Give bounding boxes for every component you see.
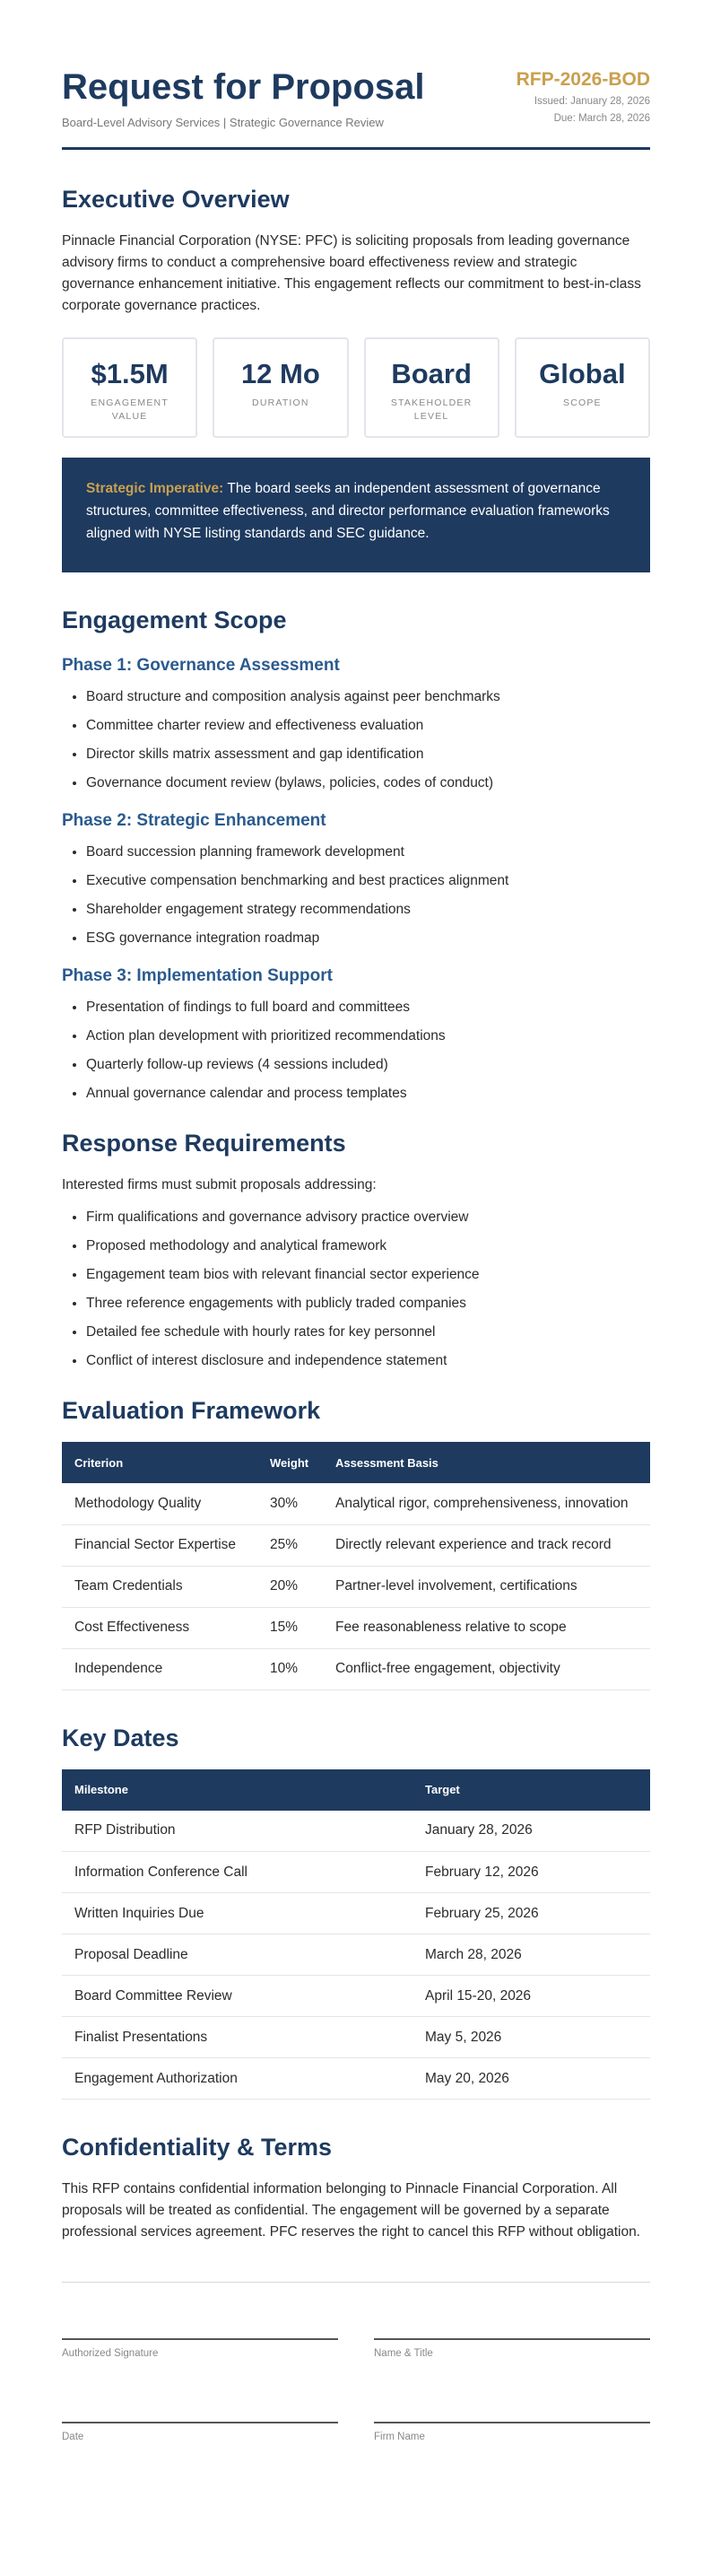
table-row: [62, 1566, 650, 1607]
table-row: [62, 2058, 650, 2100]
list-item: • Governance document review (bylaws, policies, codes of conduct): [86, 774, 650, 792]
table-cell: Finalist Presentations: [62, 2017, 412, 2058]
list-item: • Board structure and composition analysis against peer benchmarks: [86, 688, 650, 706]
signature-label: Name & Title: [374, 2348, 433, 2359]
phase-block: [62, 655, 650, 792]
table-cell: Independence: [62, 1648, 257, 1690]
table-cell: March 28, 2026: [412, 1934, 650, 1976]
table-cell: Information Conference Call: [62, 1852, 412, 1893]
overview-section: [62, 184, 650, 572]
list-item: • Annual governance calendar and process templates: [86, 1085, 650, 1103]
terms-section: [62, 2132, 650, 2243]
stat-value: 12 Mo: [240, 358, 320, 389]
table-row: [62, 1934, 650, 1976]
section-heading: Key Dates: [62, 1724, 179, 1751]
requirements-list: [86, 1209, 650, 1370]
table-cell: Proposal Deadline: [62, 1934, 412, 1976]
table-cell: Fee reasonableness relative to scope: [323, 1607, 650, 1648]
signature-row: [62, 2338, 650, 2359]
phase-title: Phase 2: Strategic Enhancement: [62, 811, 326, 830]
signature-label: Firm Name: [374, 2432, 425, 2442]
table-cell: 25%: [257, 1524, 323, 1566]
header-left: [62, 65, 425, 129]
phase-list: [86, 843, 650, 947]
signature-field: [62, 2422, 338, 2442]
evaluation-table: [62, 1442, 650, 1690]
table-cell: Directly relevant experience and track record: [323, 1524, 650, 1566]
list-item: • Engagement team bios with relevant financial sector experience: [86, 1266, 650, 1284]
table-row: [62, 1483, 650, 1524]
phase-list: [86, 688, 650, 792]
list-item: • Detailed fee schedule with hourly rates for key personnel: [86, 1323, 650, 1341]
column-header: Assessment Basis: [323, 1442, 650, 1483]
rfp-id: RFP-2026-BOD: [516, 69, 650, 90]
document-header: [62, 0, 650, 150]
phase-list: [86, 999, 650, 1103]
section-heading: Engagement Scope: [62, 607, 287, 633]
signature-row: [62, 2422, 650, 2442]
list-item: • Director skills matrix assessment and gap identification: [86, 746, 650, 764]
response-intro: Interested firms must submit proposals addressing:: [62, 1177, 377, 1192]
table-header-row: [62, 1769, 650, 1811]
table-cell: 20%: [257, 1566, 323, 1607]
table-cell: April 15-20, 2026: [412, 1976, 650, 2017]
stat-card: [213, 337, 348, 438]
table-cell: Partner-level involvement, certifications: [323, 1566, 650, 1607]
signature-block: [62, 2338, 650, 2442]
signature-field: [374, 2422, 650, 2442]
list-item: • Proposed methodology and analytical framework: [86, 1237, 650, 1255]
column-header: Milestone: [62, 1769, 412, 1811]
callout-label: Strategic Imperative:: [86, 481, 224, 496]
signature-label: Authorized Signature: [62, 2348, 159, 2359]
table-cell: 15%: [257, 1607, 323, 1648]
section-heading: Response Requirements: [62, 1130, 346, 1157]
table-cell: February 25, 2026: [412, 1893, 650, 1934]
column-header: Weight: [257, 1442, 323, 1483]
table-cell: Board Committee Review: [62, 1976, 412, 2017]
issued-date: Issued: January 28, 2026: [534, 96, 650, 107]
section-heading: Confidentiality & Terms: [62, 2134, 333, 2161]
stat-label: ENGAGEMENT VALUE: [91, 397, 169, 422]
phase-title: Phase 3: Implementation Support: [62, 966, 333, 985]
key-dates-table: [62, 1769, 650, 2100]
section-heading: Evaluation Framework: [62, 1397, 321, 1424]
stat-card: [364, 337, 499, 438]
stat-value: Board: [391, 358, 472, 389]
column-header: Target: [412, 1769, 650, 1811]
table-cell: January 28, 2026: [412, 1811, 650, 1852]
table-cell: 10%: [257, 1648, 323, 1690]
table-cell: Methodology Quality: [62, 1483, 257, 1524]
table-cell: Engagement Authorization: [62, 2058, 412, 2100]
table-row: [62, 2017, 650, 2058]
response-section: [62, 1128, 650, 1370]
signature-field: [62, 2338, 338, 2359]
terms-text: This RFP contains confidential information belonging to Pinnacle Financial Corporation. All proposals will be treated as confidential. The engagement will be governed by a separate professional services agreement. PFC reserves the right to cancel this RFP without obligation.: [62, 2181, 640, 2240]
table-cell: RFP Distribution: [62, 1811, 412, 1852]
divider: [62, 2282, 650, 2283]
list-item: • Board succession planning framework development: [86, 843, 650, 861]
header-right: [517, 65, 650, 125]
stat-value: $1.5M: [91, 358, 169, 389]
scope-section: [62, 605, 650, 1103]
table-row: [62, 1524, 650, 1566]
table-row: [62, 1648, 650, 1690]
table-cell: Cost Effectiveness: [62, 1607, 257, 1648]
list-item: • Shareholder engagement strategy recommendations: [86, 901, 650, 919]
list-item: • Three reference engagements with publicly traded companies: [86, 1295, 650, 1313]
list-item: • ESG governance integration roadmap: [86, 930, 650, 947]
signature-line: [374, 2338, 650, 2340]
signature-line: [62, 2422, 338, 2423]
stats-row: [62, 337, 650, 438]
list-item: • Firm qualifications and governance advisory practice overview: [86, 1209, 650, 1227]
signature-label: Date: [62, 2432, 84, 2442]
evaluation-section: [62, 1395, 650, 1690]
stat-label: DURATION: [252, 397, 309, 408]
table-row: [62, 1852, 650, 1893]
table-row: [62, 1893, 650, 1934]
signature-line: [62, 2338, 338, 2340]
phase-block: [62, 965, 650, 1103]
table-row: [62, 1976, 650, 2017]
column-header: Criterion: [62, 1442, 257, 1483]
stat-label: STAKEHOLDER LEVEL: [390, 397, 473, 422]
list-item: • Quarterly follow-up reviews (4 sessions included): [86, 1056, 650, 1074]
table-cell: May 5, 2026: [412, 2017, 650, 2058]
signature-field: [374, 2338, 650, 2359]
table-cell: Written Inquiries Due: [62, 1893, 412, 1934]
document-subtitle: Board-Level Advisory Services | Strategic Governance Review: [62, 116, 384, 129]
table-cell: 30%: [257, 1483, 323, 1524]
list-item: • Presentation of findings to full board and committees: [86, 999, 650, 1017]
table-row: [62, 1811, 650, 1852]
table-row: [62, 1607, 650, 1648]
stat-card: [62, 337, 197, 438]
stat-label: SCOPE: [562, 397, 602, 408]
stat-value: Global: [539, 358, 626, 389]
due-date: Due: March 28, 2026: [553, 113, 650, 124]
section-heading: Executive Overview: [62, 186, 290, 213]
strategic-imperative-callout: [62, 458, 650, 572]
list-item: • Committee charter review and effectiveness evaluation: [86, 717, 650, 735]
signature-line: [374, 2422, 650, 2423]
document-title: Request for Proposal: [62, 67, 425, 107]
dates-section: [62, 1723, 650, 2100]
overview-text: Pinnacle Financial Corporation (NYSE: PFC) is soliciting proposals from leading governance advisory firms to conduct a comprehensive board effectiveness review and strategic governance enhancement initiative. This engagement reflects our commitment to best-in-class corporate governance practices.: [62, 233, 641, 313]
table-cell: May 20, 2026: [412, 2058, 650, 2100]
table-cell: Financial Sector Expertise: [62, 1524, 257, 1566]
table-cell: Conflict-free engagement, objectivity: [323, 1648, 650, 1690]
list-item: • Conflict of interest disclosure and independence statement: [86, 1352, 650, 1370]
table-cell: Team Credentials: [62, 1566, 257, 1607]
phase-title: Phase 1: Governance Assessment: [62, 656, 340, 675]
phase-block: [62, 810, 650, 947]
list-item: • Executive compensation benchmarking and best practices alignment: [86, 872, 650, 890]
table-cell: February 12, 2026: [412, 1852, 650, 1893]
stat-card: [515, 337, 650, 438]
table-header-row: [62, 1442, 650, 1483]
table-cell: Analytical rigor, comprehensiveness, innovation: [323, 1483, 650, 1524]
callout-text: The board seeks an independent assessment of governance structures, committee effectiveness, and director performance evaluation frameworks aligned with NYSE listing standards and SEC guidance.: [86, 481, 610, 541]
list-item: • Action plan development with prioritized recommendations: [86, 1027, 650, 1045]
